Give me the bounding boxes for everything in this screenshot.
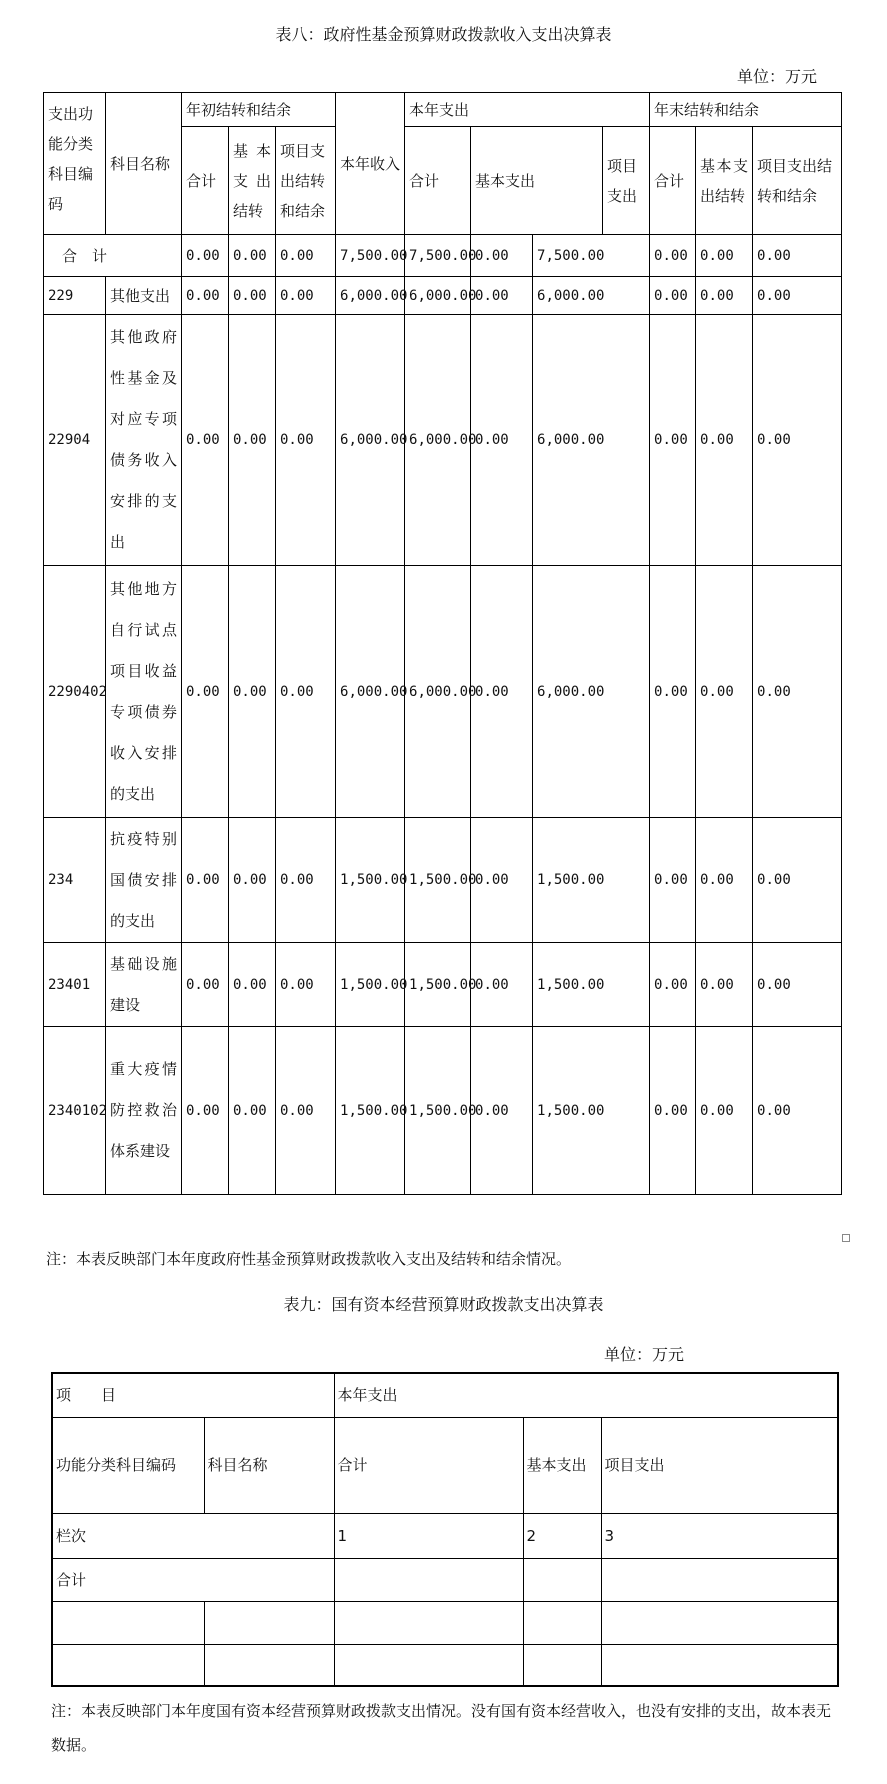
header-expend: 本年支出 bbox=[334, 1373, 838, 1417]
cell: 1,500.00 bbox=[336, 818, 405, 943]
cell: 1,500.00 bbox=[533, 818, 650, 943]
cell: 1,500.00 bbox=[533, 1027, 650, 1195]
table-row bbox=[44, 1027, 842, 1195]
cell: 6,000.00 bbox=[405, 566, 471, 818]
header-begin-group: 年初结转和结余 bbox=[182, 93, 336, 127]
cell: 0.00 bbox=[471, 943, 533, 1027]
cell: 0.00 bbox=[276, 315, 336, 566]
cell: 1,500.00 bbox=[405, 943, 471, 1027]
cell bbox=[52, 1644, 204, 1686]
cell: 0.00 bbox=[753, 818, 842, 943]
cell: 0.00 bbox=[276, 943, 336, 1027]
header-name: 科目名称 bbox=[106, 93, 182, 235]
cell: 0.00 bbox=[471, 1027, 533, 1195]
cell: 0.00 bbox=[229, 315, 276, 566]
cell: 0.00 bbox=[471, 235, 533, 277]
cell: 0.00 bbox=[650, 315, 696, 566]
header-begin-total: 合计 bbox=[182, 127, 229, 235]
cell: 0.00 bbox=[650, 235, 696, 277]
cell: 0.00 bbox=[229, 818, 276, 943]
header-name: 科目名称 bbox=[204, 1417, 334, 1513]
cell bbox=[601, 1558, 838, 1601]
cell: 1,500.00 bbox=[336, 1027, 405, 1195]
cell: 0.00 bbox=[650, 566, 696, 818]
cell: 0.00 bbox=[753, 315, 842, 566]
resize-handle bbox=[842, 1234, 850, 1242]
cell: 0.00 bbox=[753, 235, 842, 277]
header-project: 项目支出 bbox=[601, 1417, 838, 1513]
cell bbox=[334, 1601, 523, 1644]
cell: 6,000.00 bbox=[405, 315, 471, 566]
cell: 0.00 bbox=[696, 277, 753, 315]
cell bbox=[523, 1601, 601, 1644]
cell: 0.00 bbox=[650, 943, 696, 1027]
table-row bbox=[52, 1558, 838, 1601]
header-code: 支出功能分类科目编码 bbox=[44, 93, 106, 235]
header-begin-project: 项目支出结转和结余 bbox=[276, 127, 336, 235]
cell: 1,500.00 bbox=[405, 818, 471, 943]
cell: 0.00 bbox=[696, 818, 753, 943]
table8-title: 表八：政府性基金预算财政拨款收入支出决算表 bbox=[275, 25, 612, 44]
row-name: 重大疫情防控救治体系建设 bbox=[106, 1027, 182, 1195]
total-label: 合 计 bbox=[44, 235, 182, 277]
cell bbox=[52, 1601, 204, 1644]
row-code: 234 bbox=[44, 818, 106, 943]
cell: 0.00 bbox=[182, 566, 229, 818]
cell: 0.00 bbox=[182, 315, 229, 566]
cell bbox=[601, 1601, 838, 1644]
cell: 0.00 bbox=[471, 277, 533, 315]
cell: 0.00 bbox=[276, 818, 336, 943]
cell: 1,500.00 bbox=[336, 943, 405, 1027]
cell: 6,000.00 bbox=[533, 315, 650, 566]
total-label: 合计 bbox=[52, 1558, 334, 1601]
cell: 1,500.00 bbox=[533, 943, 650, 1027]
table-row bbox=[44, 315, 842, 566]
header-expend-group: 本年支出 bbox=[405, 93, 650, 127]
cell: 2 bbox=[523, 1513, 601, 1558]
table-row bbox=[52, 1644, 838, 1686]
header-end-group: 年末结转和结余 bbox=[650, 93, 842, 127]
header-begin-basic: 基本支出结转 bbox=[229, 127, 276, 235]
header-end-basic: 基本支出结转 bbox=[696, 127, 753, 235]
cell: 0.00 bbox=[650, 818, 696, 943]
cell bbox=[334, 1558, 523, 1601]
cell: 0.00 bbox=[753, 1027, 842, 1195]
cell: 0.00 bbox=[182, 277, 229, 315]
cell: 6,000.00 bbox=[336, 566, 405, 818]
header-income: 本年收入 bbox=[336, 93, 405, 235]
row-code: 23401 bbox=[44, 943, 106, 1027]
cell: 0.00 bbox=[182, 818, 229, 943]
cell: 0.00 bbox=[229, 277, 276, 315]
header-exp-basic: 基本支出 bbox=[471, 127, 603, 235]
cell bbox=[334, 1644, 523, 1686]
cell: 0.00 bbox=[696, 943, 753, 1027]
cell: 0.00 bbox=[753, 566, 842, 818]
cell: 0.00 bbox=[471, 818, 533, 943]
cell: 3 bbox=[601, 1513, 838, 1558]
cell: 0.00 bbox=[182, 943, 229, 1027]
row-code: 229 bbox=[44, 277, 106, 315]
table8-unit: 单位：万元 bbox=[737, 67, 818, 86]
table8-note: 注：本表反映部门本年度政府性基金预算财政拨款收入支出及结转和结余情况。 bbox=[46, 1250, 572, 1268]
cell: 0.00 bbox=[229, 943, 276, 1027]
row-code: 22904 bbox=[44, 315, 106, 566]
cell: 0.00 bbox=[650, 277, 696, 315]
cell: 0.00 bbox=[182, 1027, 229, 1195]
row-name: 抗疫特别国债安排的支出 bbox=[106, 818, 182, 943]
cell: 6,000.00 bbox=[336, 277, 405, 315]
header-item: 项 目 bbox=[52, 1373, 334, 1417]
table-row bbox=[44, 566, 842, 818]
row-name: 其他支出 bbox=[106, 277, 182, 315]
cell: 6,000.00 bbox=[533, 566, 650, 818]
table-row bbox=[52, 1601, 838, 1644]
header-end-total: 合计 bbox=[650, 127, 696, 235]
cell: 7,500.00 bbox=[533, 235, 650, 277]
cell bbox=[204, 1601, 334, 1644]
cell: 0.00 bbox=[753, 943, 842, 1027]
table-row bbox=[52, 1513, 838, 1558]
cell: 6,000.00 bbox=[336, 315, 405, 566]
table9-note: 注：本表反映部门本年度国有资本经营预算财政拨款支出情况。没有国有资本经营收入，也没有安排的支出，故本表无数据。 bbox=[51, 1702, 832, 1754]
cell: 0.00 bbox=[696, 566, 753, 818]
cell: 0.00 bbox=[276, 1027, 336, 1195]
cell: 0.00 bbox=[229, 566, 276, 818]
cell bbox=[204, 1644, 334, 1686]
header-total: 合计 bbox=[334, 1417, 523, 1513]
cell: 6,000.00 bbox=[405, 277, 471, 315]
table-row bbox=[44, 943, 842, 1027]
table-row-total bbox=[44, 235, 842, 277]
row-name: 基础设施建设 bbox=[106, 943, 182, 1027]
cell: 7,500.00 bbox=[405, 235, 471, 277]
cell bbox=[523, 1558, 601, 1601]
cell bbox=[523, 1644, 601, 1686]
header-exp-total: 合计 bbox=[405, 127, 471, 235]
table9-title: 表九：国有资本经营预算财政拨款支出决算表 bbox=[283, 1295, 604, 1314]
row-name: 其他政府性基金及对应专项债务收入安排的支出 bbox=[106, 315, 182, 566]
cell: 0.00 bbox=[229, 1027, 276, 1195]
cell: 0.00 bbox=[276, 566, 336, 818]
cell: 0.00 bbox=[229, 235, 276, 277]
cell: 1 bbox=[334, 1513, 523, 1558]
cell: 0.00 bbox=[650, 1027, 696, 1195]
cell: 7,500.00 bbox=[336, 235, 405, 277]
row-code: 2290402 bbox=[44, 566, 106, 818]
table9 bbox=[51, 1372, 839, 1687]
cell: 6,000.00 bbox=[533, 277, 650, 315]
cell: 0.00 bbox=[696, 1027, 753, 1195]
cell: 0.00 bbox=[471, 566, 533, 818]
column-row-label: 栏次 bbox=[52, 1513, 334, 1558]
cell: 0.00 bbox=[471, 315, 533, 566]
cell: 1,500.00 bbox=[405, 1027, 471, 1195]
cell bbox=[601, 1644, 838, 1686]
cell: 0.00 bbox=[753, 277, 842, 315]
table-row bbox=[44, 277, 842, 315]
cell: 0.00 bbox=[696, 315, 753, 566]
header-basic: 基本支出 bbox=[523, 1417, 601, 1513]
row-code: 2340102 bbox=[44, 1027, 106, 1195]
cell: 0.00 bbox=[276, 277, 336, 315]
cell: 0.00 bbox=[696, 235, 753, 277]
header-exp-project: 项目支出 bbox=[603, 127, 650, 235]
table9-unit: 单位：万元 bbox=[604, 1345, 685, 1364]
table8 bbox=[43, 92, 842, 1195]
table-row bbox=[44, 818, 842, 943]
cell: 0.00 bbox=[182, 235, 229, 277]
header-end-project: 项目支出结转和结余 bbox=[753, 127, 842, 235]
row-name: 其他地方自行试点项目收益专项债券收入安排的支出 bbox=[106, 566, 182, 818]
cell: 0.00 bbox=[276, 235, 336, 277]
header-code: 功能分类科目编码 bbox=[52, 1417, 204, 1513]
